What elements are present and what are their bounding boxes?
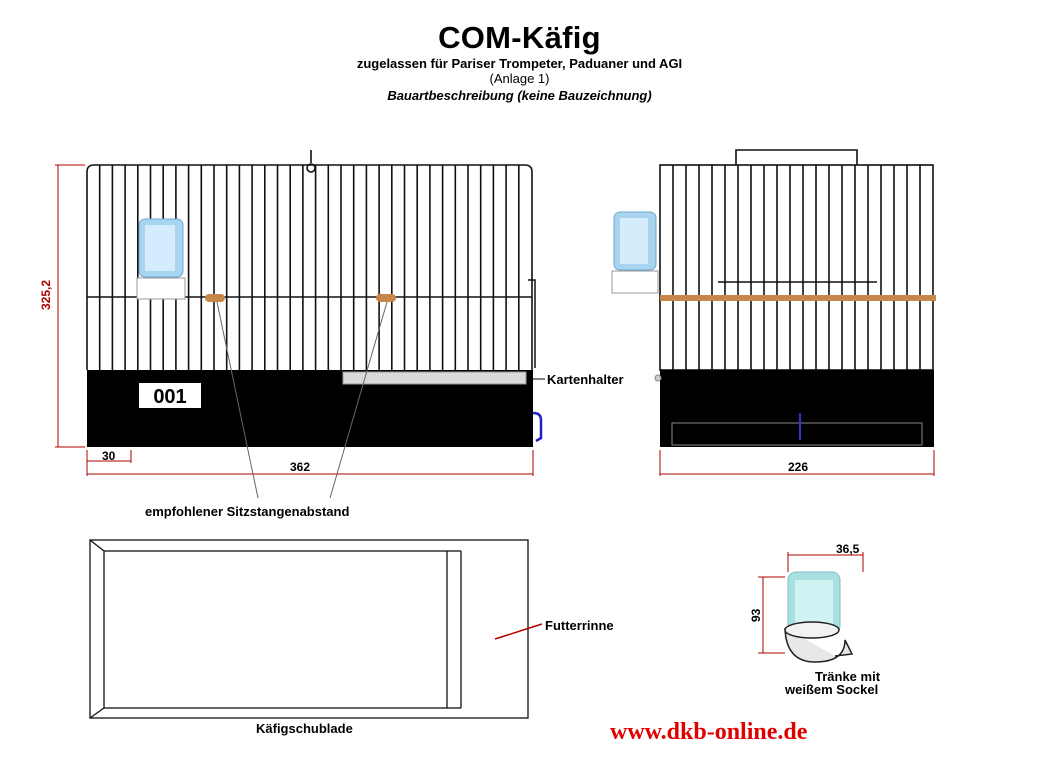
- card-holder-knob: [655, 375, 661, 381]
- side-drinker-icon: [612, 212, 658, 293]
- card-holder-label: Kartenhalter: [547, 372, 624, 387]
- diagram-title: COM-Käfig: [438, 20, 601, 55]
- drinker-width-dim: 36,5: [836, 542, 860, 556]
- perch-right: [376, 294, 396, 302]
- side-base: [660, 370, 934, 447]
- trough-leader: [495, 624, 542, 639]
- card-holder: [343, 372, 526, 384]
- description-note: Bauartbeschreibung (keine Bauzeichnung): [387, 88, 652, 103]
- trough-label: Futterrinne: [545, 618, 614, 633]
- drinker-label-line1: Tränke mit: [815, 669, 881, 684]
- diagram-subtitle: zugelassen für Pariser Trompeter, Paduaner und AGI: [356, 56, 683, 71]
- perch-distance-label: empfohlener Sitzstangenabstand: [145, 504, 350, 519]
- width-dim-value: 362: [290, 460, 311, 474]
- drinker-height-dim: 93: [749, 608, 763, 622]
- front-hook-icon: [307, 150, 315, 172]
- drinker-detail-icon: [785, 572, 852, 662]
- website-url: www.dkb-online.de: [610, 719, 808, 745]
- drawer-label: Käfigschublade: [256, 721, 353, 736]
- drawer-bracket-icon: [533, 413, 541, 441]
- annex-label: (Anlage 1): [489, 71, 550, 86]
- side-cage-wires: [660, 150, 933, 370]
- side-view: [612, 150, 936, 476]
- side-width-dim-value: 226: [788, 460, 809, 474]
- height-dim-value: 325,2: [39, 279, 53, 310]
- side-perch: [660, 295, 936, 301]
- cage-number: 001: [153, 386, 187, 408]
- drinker-label-line2: weißem Sockel: [785, 682, 879, 697]
- height-dimension: [55, 165, 85, 447]
- front-view: [39, 150, 624, 519]
- offset-dim-value: 30: [102, 449, 116, 463]
- front-drinker-icon: [137, 219, 185, 299]
- drawer-view: [90, 540, 528, 718]
- perch-left: [205, 294, 225, 302]
